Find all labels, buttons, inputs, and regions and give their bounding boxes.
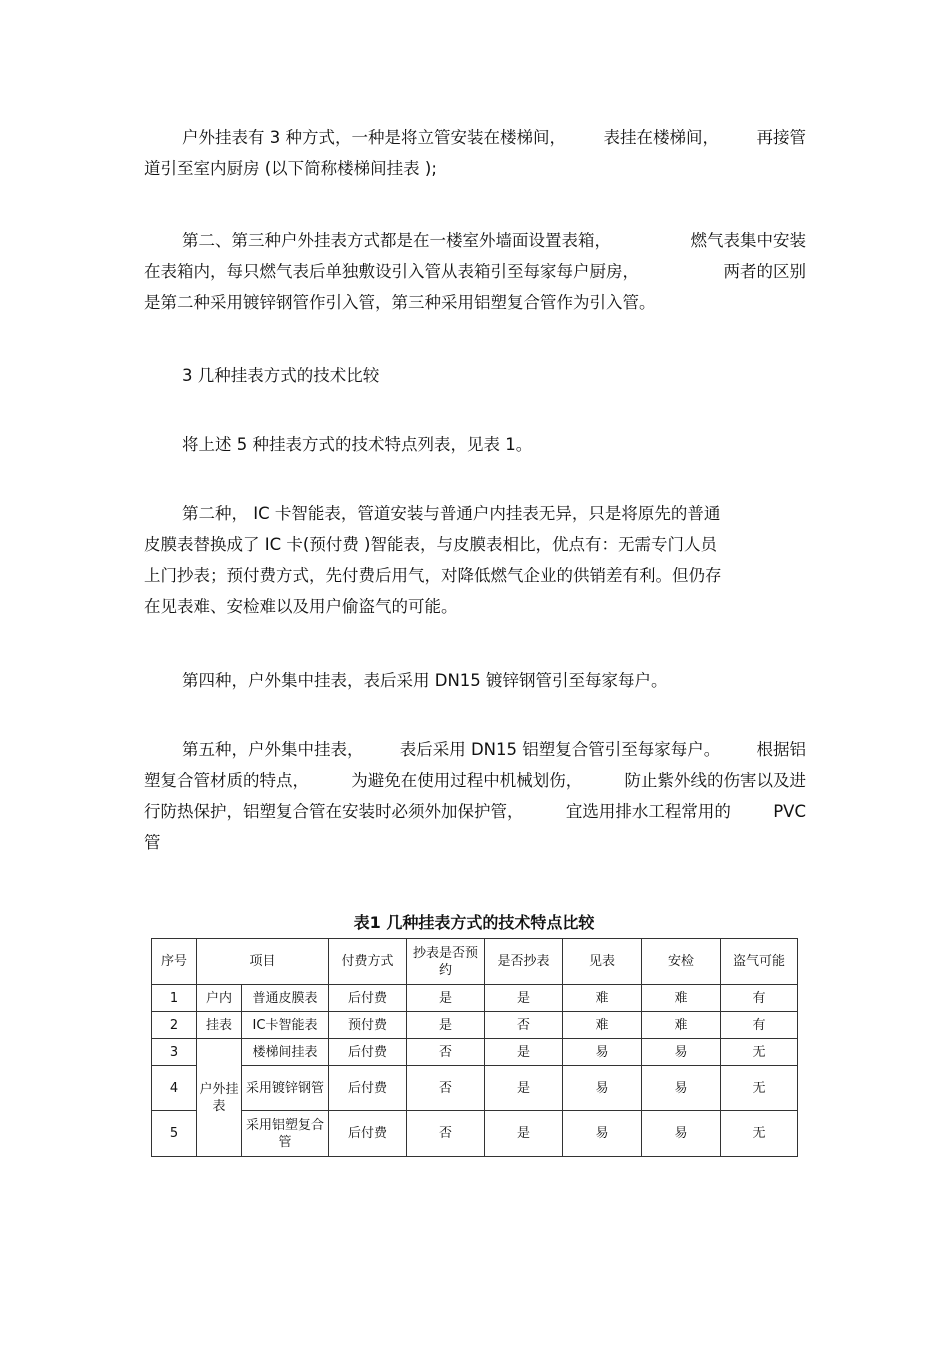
section-heading: 3 几种挂表方式的技术比较 xyxy=(182,366,380,385)
paragraph-4 xyxy=(144,498,806,622)
paragraph-1 xyxy=(144,122,806,184)
header-cell: 抄表是否预约 xyxy=(407,939,485,985)
table-row xyxy=(152,985,798,1012)
cell-pay: 后付费 xyxy=(329,1111,407,1157)
cell-no: 2 xyxy=(152,1012,197,1039)
paragraph-3: 将上述 5 种挂表方式的技术特点列表，见表 1。 xyxy=(182,435,533,454)
paragraph-1-line-1: 户外挂表有 3 种方式，一种是将立管安装在楼梯间， 表挂在楼梯间， 再接管 xyxy=(182,128,806,147)
paragraph-2 xyxy=(144,225,806,318)
paragraph-6-line-1: 第五种，户外集中挂表， 表后采用 DN15 铝塑复合管引至每家每户。 根据铝 xyxy=(182,740,806,759)
cell-no: 5 xyxy=(152,1111,197,1157)
cell-item: 采用铝塑复合管 xyxy=(242,1111,329,1157)
paragraph-6-line-4: 管 xyxy=(144,833,161,852)
cell-pay: 后付费 xyxy=(329,985,407,1012)
cell-check: 易 xyxy=(642,1111,721,1157)
cell-pay: 后付费 xyxy=(329,1039,407,1066)
paragraph-2-line-3: 是第二种采用镀锌钢管作引入管，第三种采用铝塑复合管作为引入管。 xyxy=(144,293,656,312)
cell-see: 难 xyxy=(563,1012,642,1039)
comparison-table xyxy=(151,938,798,1157)
cell-check: 难 xyxy=(642,1012,721,1039)
paragraph-5: 第四种，户外集中挂表，表后采用 DN15 镀锌钢管引至每家每户。 xyxy=(182,671,668,690)
cell-check: 易 xyxy=(642,1039,721,1066)
cell-see: 难 xyxy=(563,985,642,1012)
table-title: 表1 几种挂表方式的技术特点比较 xyxy=(353,913,595,932)
cell-theft: 无 xyxy=(721,1111,798,1157)
cell-read: 是 xyxy=(485,1039,563,1066)
header-cell: 安检 xyxy=(642,939,721,985)
paragraph-6 xyxy=(144,734,806,858)
cell-appt: 是 xyxy=(407,985,485,1012)
cell-see: 易 xyxy=(563,1111,642,1157)
header-cell: 项目 xyxy=(197,939,329,985)
header-cell: 盗气可能 xyxy=(721,939,798,985)
group-cell-indoor-bottom: 挂表 xyxy=(197,1012,242,1039)
cell-appt: 否 xyxy=(407,1066,485,1111)
cell-appt: 否 xyxy=(407,1039,485,1066)
cell-read: 是 xyxy=(485,985,563,1012)
cell-item: 采用镀锌钢管 xyxy=(242,1066,329,1111)
comparison-table-block xyxy=(151,908,797,1157)
cell-item: IC卡智能表 xyxy=(242,1012,329,1039)
table-header-row xyxy=(152,939,798,985)
table-row xyxy=(152,1111,798,1157)
cell-read: 是 xyxy=(485,1111,563,1157)
cell-pay: 后付费 xyxy=(329,1066,407,1111)
header-cell: 序号 xyxy=(152,939,197,985)
paragraph-4-line-1: 第二种， IC 卡智能表，管道安装与普通户内挂表无异，只是将原先的普通 xyxy=(182,504,721,523)
cell-no: 3 xyxy=(152,1039,197,1066)
paragraph-1-line-2: 道引至室内厨房 (以下简称楼梯间挂表 ); xyxy=(144,159,437,178)
table-row xyxy=(152,1066,798,1111)
paragraph-4-line-2: 皮膜表替换成了 IC 卡(预付费 )智能表，与皮膜表相比，优点有：无需专门人员 xyxy=(144,535,717,554)
table-row xyxy=(152,1012,798,1039)
cell-no: 1 xyxy=(152,985,197,1012)
paragraph-6-line-3: 行防热保护，铝塑复合管在安装时必须外加保护管， 宜选用排水工程常用的 PVC xyxy=(144,802,806,821)
cell-item: 普通皮膜表 xyxy=(242,985,329,1012)
cell-theft: 无 xyxy=(721,1039,798,1066)
cell-read: 否 xyxy=(485,1012,563,1039)
group-cell-outdoor: 户外挂表 xyxy=(197,1039,242,1157)
cell-appt: 是 xyxy=(407,1012,485,1039)
cell-no: 4 xyxy=(152,1066,197,1111)
cell-check: 难 xyxy=(642,985,721,1012)
paragraph-6-line-2: 塑复合管材质的特点， 为避免在使用过程中机械划伤， 防止紫外线的伤害以及进 xyxy=(144,771,806,790)
paragraph-4-line-4: 在见表难、安检难以及用户偷盗气的可能。 xyxy=(144,597,458,616)
paragraph-4-line-3: 上门抄表；预付费方式，先付费后用气，对降低燃气企业的供销差有利。但仍存 xyxy=(144,566,722,585)
header-cell: 付费方式 xyxy=(329,939,407,985)
table-row xyxy=(152,1039,798,1066)
group-cell-indoor-top: 户内 xyxy=(197,985,242,1012)
cell-theft: 有 xyxy=(721,1012,798,1039)
header-cell: 是否抄表 xyxy=(485,939,563,985)
cell-see: 易 xyxy=(563,1039,642,1066)
header-cell: 见表 xyxy=(563,939,642,985)
cell-theft: 有 xyxy=(721,985,798,1012)
paragraph-2-line-1: 第二、第三种户外挂表方式都是在一楼室外墙面设置表箱， 燃气表集中安装 xyxy=(182,231,806,250)
cell-read: 是 xyxy=(485,1066,563,1111)
cell-item: 楼梯间挂表 xyxy=(242,1039,329,1066)
paragraph-2-line-2: 在表箱内，每只燃气表后单独敷设引入管从表箱引至每家每户厨房， 两者的区别 xyxy=(144,262,806,281)
cell-check: 易 xyxy=(642,1066,721,1111)
cell-appt: 否 xyxy=(407,1111,485,1157)
cell-theft: 无 xyxy=(721,1066,798,1111)
cell-pay: 预付费 xyxy=(329,1012,407,1039)
cell-see: 易 xyxy=(563,1066,642,1111)
